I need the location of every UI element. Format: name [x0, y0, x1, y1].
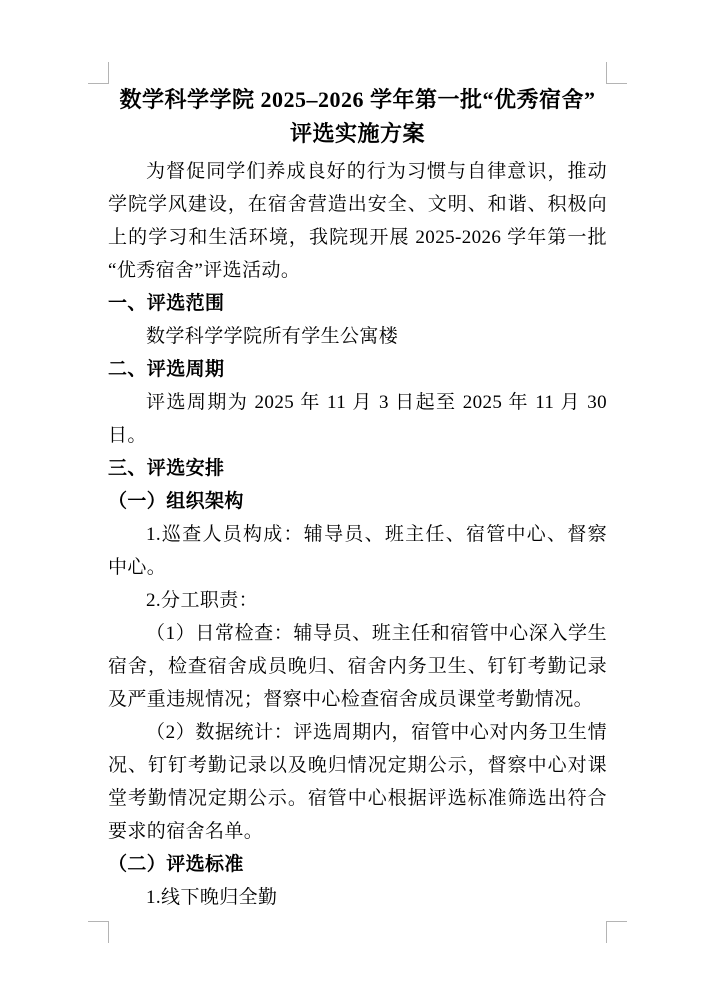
- paragraph-heading: 一、评选范围: [108, 293, 225, 314]
- margin-crop-mark-top-left: [88, 62, 109, 84]
- document-title: [108, 83, 607, 151]
- paragraph-body: 2.分工职责：: [146, 590, 259, 611]
- paragraph-body: （2）数据统计：评选周期内，宿管中心对内务卫生情况、钉钉考勤记录以及晚归情况定期公示，督察中心对课堂考勤情况定期公示。宿管中心根据评选标准筛选出符合要求的宿舍名单。: [108, 722, 607, 842]
- paragraph-heading: 二、评选周期: [108, 359, 225, 380]
- margin-crop-mark-top-right: [606, 62, 627, 84]
- paragraph-heading: 三、评选安排: [108, 458, 225, 479]
- margin-crop-mark-bottom-right: [606, 921, 627, 943]
- paragraph-body: 为督促同学们养成良好的行为习惯与自律意识，推动学院学风建设，在宿舍营造出安全、文明、和谐、积极向上的学习和生活环境，我院现开展 2025-2026 学年第一批“优秀宿舍”评选活动。: [108, 161, 607, 281]
- paragraph-body: 1.巡查人员构成：辅导员、班主任、宿管中心、督察中心。: [108, 524, 607, 578]
- paragraph-body: （1）日常检查：辅导员、班主任和宿管中心深入学生宿舍，检查宿舍成员晚归、宿舍内务卫生、钉钉考勤记录及严重违规情况；督察中心检查宿舍成员课堂考勤情况。: [108, 623, 607, 710]
- margin-crop-mark-bottom-left: [88, 921, 109, 943]
- paragraph-body: 1.线下晚归全勤: [146, 887, 278, 908]
- paragraph-heading: （二）评选标准: [108, 854, 244, 875]
- paragraph-body: 数学科学学院所有学生公寓楼: [146, 326, 399, 347]
- document-title-line-2: 评选实施方案: [289, 121, 425, 146]
- paragraph-heading: （一）组织架构: [108, 491, 244, 512]
- document-body: [108, 155, 607, 914]
- page-content: [108, 83, 607, 914]
- document-title-line-1: 数学科学学院 2025–2026 学年第一批“优秀宿舍”: [119, 87, 596, 112]
- paragraph-body: 评选周期为 2025 年 11 月 3 日起至 2025 年 11 月 30 日。: [108, 392, 607, 446]
